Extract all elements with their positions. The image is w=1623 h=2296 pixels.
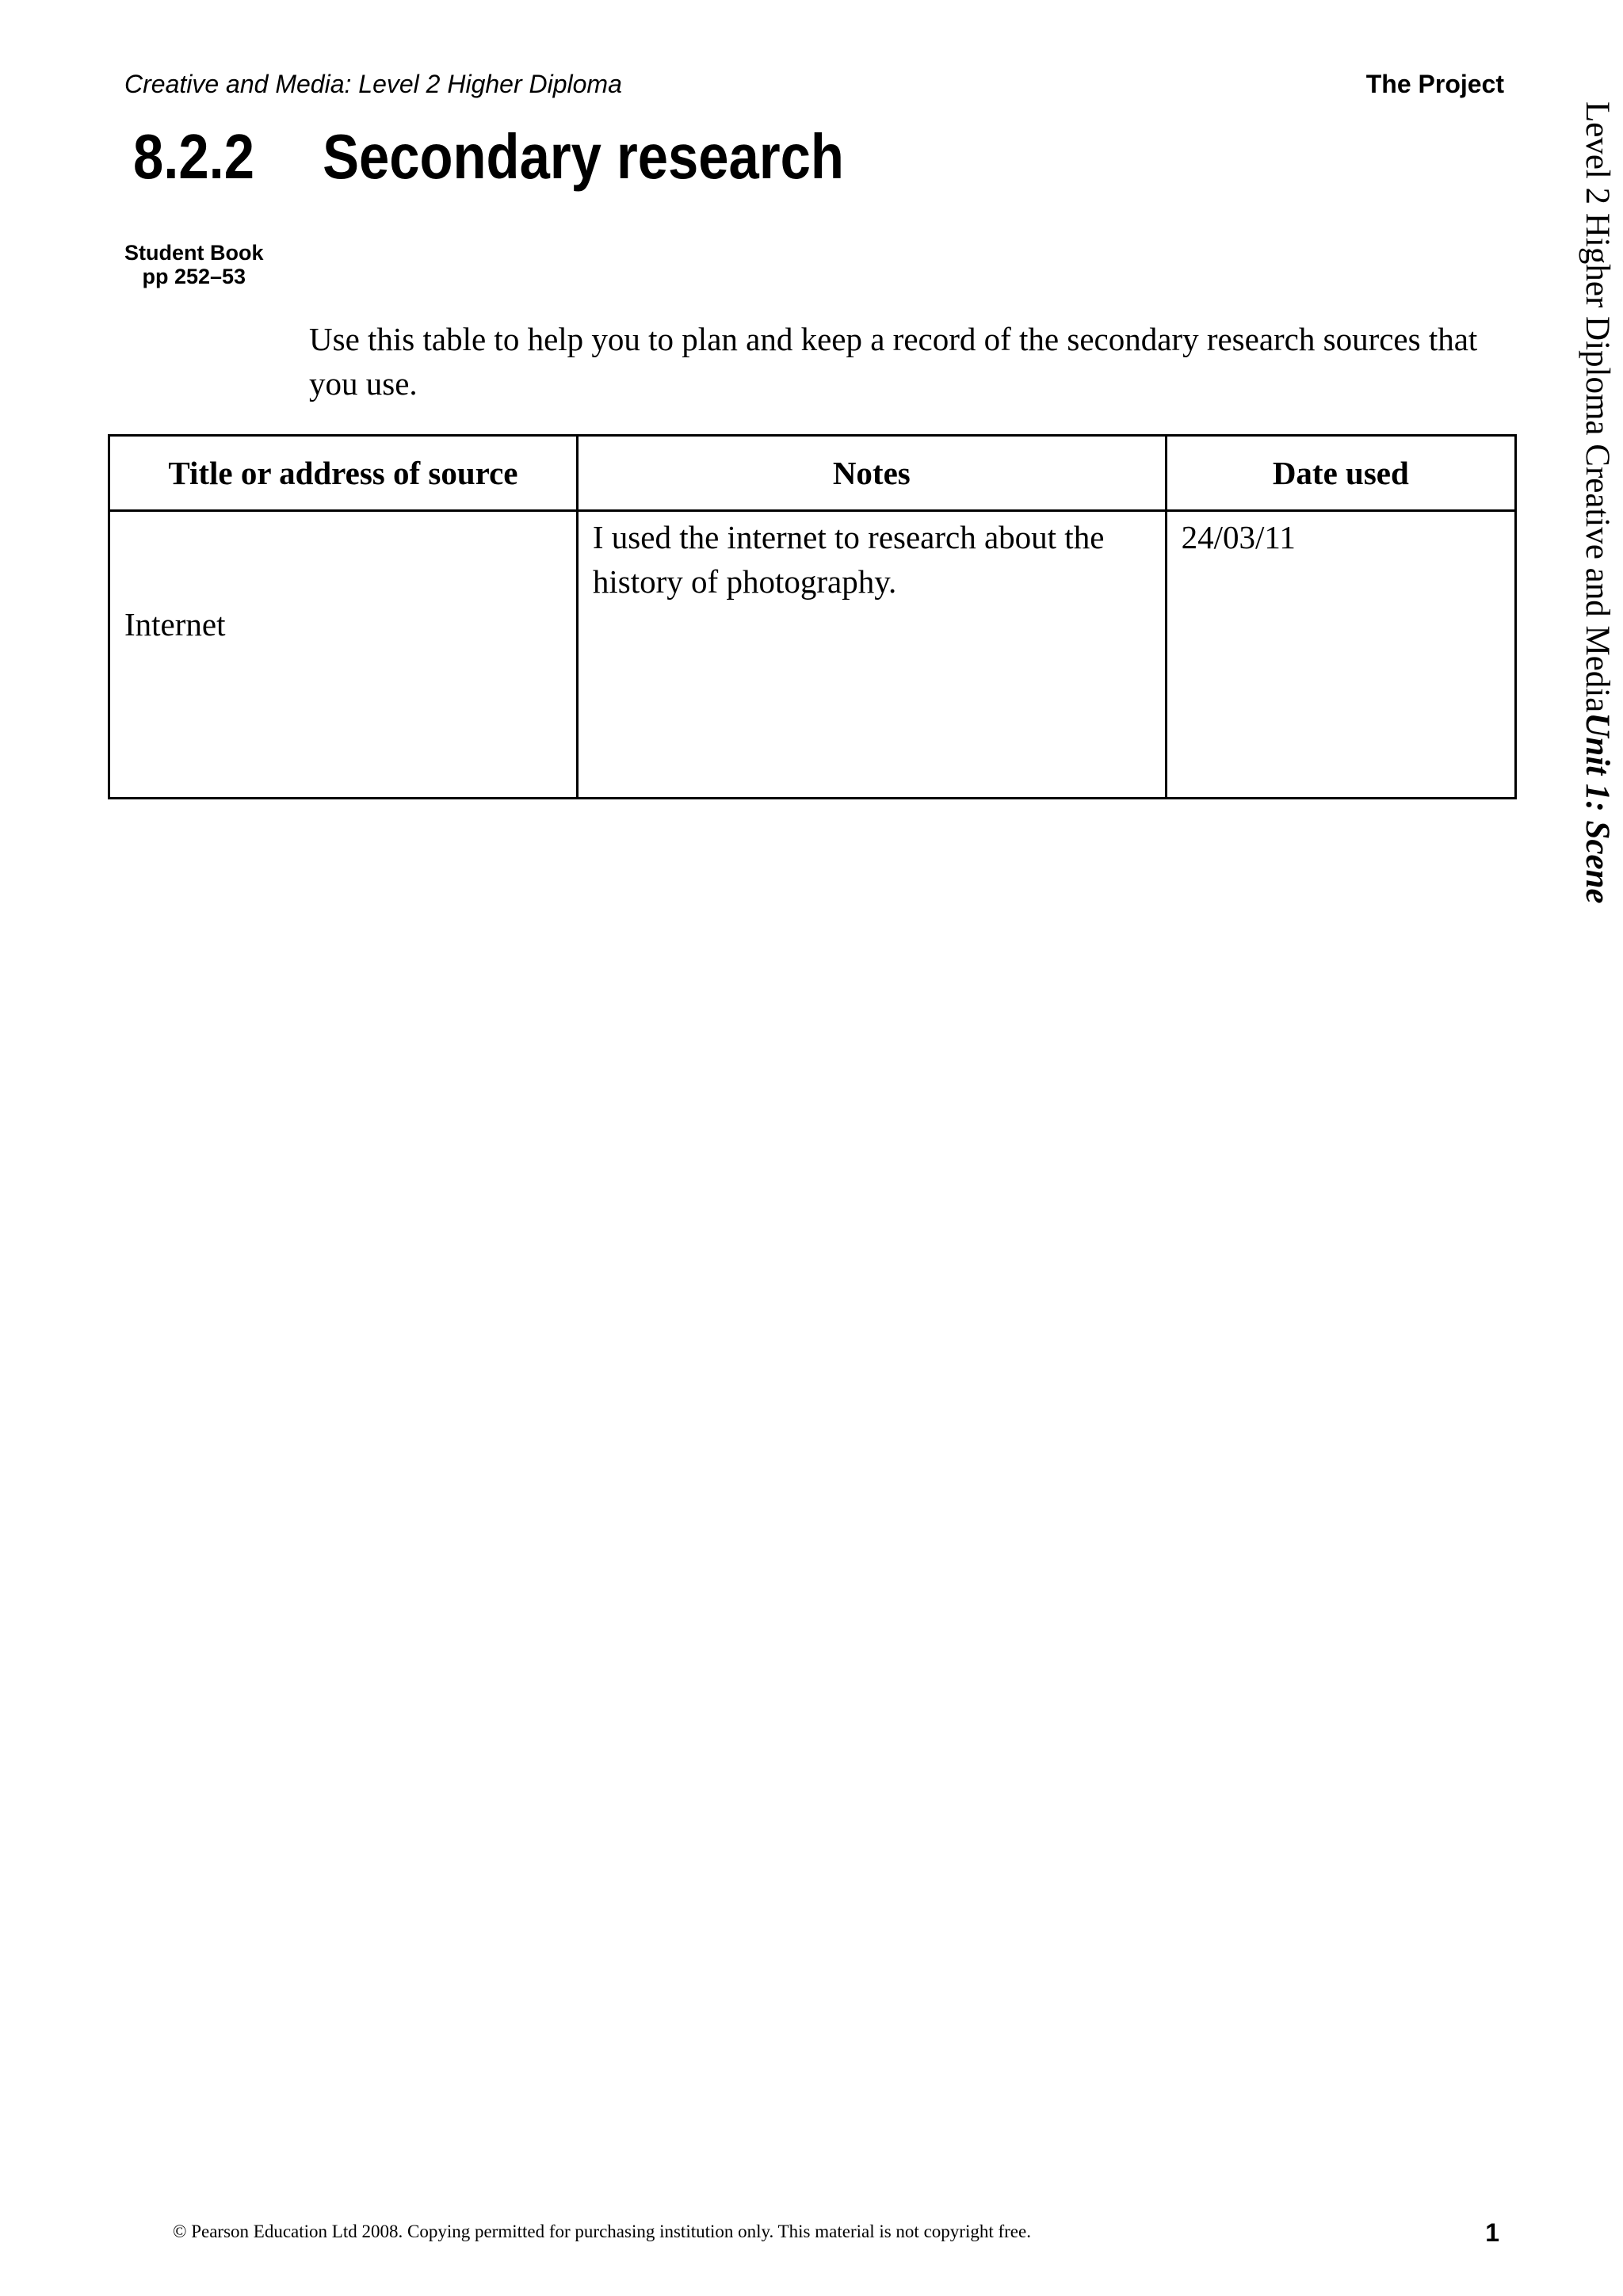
page-number: 1 — [1485, 2218, 1499, 2247]
intro-paragraph: Use this table to help you to plan and keep a record of the secondary research sources that you use. — [309, 321, 1478, 402]
column-header-date: Date used — [1166, 436, 1515, 511]
side-title-regular: Level 2 Higher Diploma Creative and Media — [1579, 101, 1616, 713]
side-title-unit: Unit 1: Scene — [1579, 712, 1616, 904]
running-header-right: The Project — [1365, 70, 1504, 98]
footer-copyright: © Pearson Education Ltd 2008. Copying permitted for purchasing institution only. This material is not copyright free. — [173, 2222, 1031, 2241]
cell-date: 24/03/11 — [1166, 511, 1515, 799]
table-header-row — [109, 436, 1516, 511]
section-title: Secondary research — [323, 121, 844, 192]
column-header-source: Title or address of source — [109, 436, 578, 511]
column-header-notes: Notes — [577, 436, 1166, 511]
student-book-reference — [124, 241, 264, 288]
student-book-pages: pp 252–53 — [142, 265, 246, 288]
student-book-label: Student Book — [124, 241, 264, 265]
section-heading — [133, 117, 844, 196]
cell-source: Internet — [109, 511, 578, 799]
running-header-left: Creative and Media: Level 2 Higher Diploma — [124, 70, 622, 98]
cell-notes: I used the internet to research about the history of photography. — [577, 511, 1166, 799]
section-number: 8.2.2 — [133, 121, 255, 192]
research-table — [108, 434, 1517, 799]
table-row — [109, 511, 1516, 799]
side-running-title — [1577, 101, 1617, 904]
